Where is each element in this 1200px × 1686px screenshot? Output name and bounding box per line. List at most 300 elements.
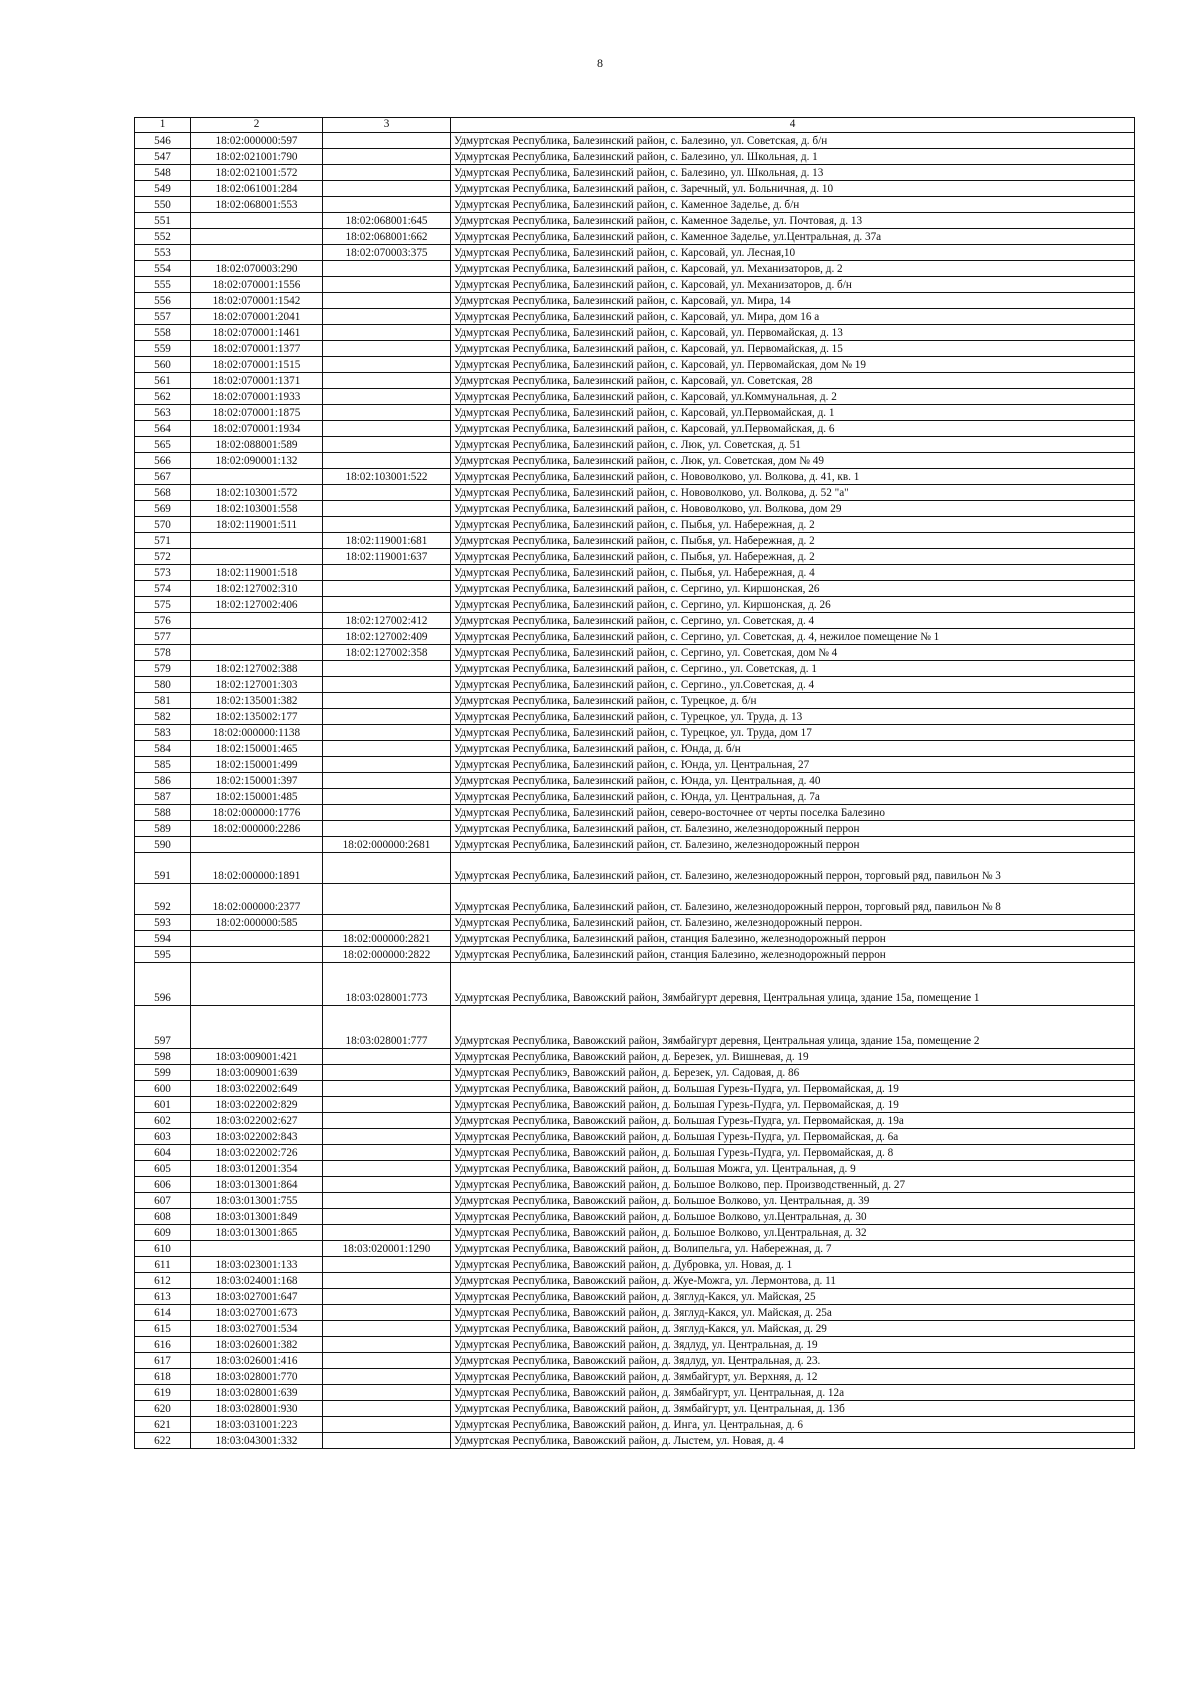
table-row (135, 533, 1135, 549)
cadastral-number-cell: 18:03:028001:930 (191, 1401, 323, 1417)
table-row (135, 931, 1135, 947)
row-number-cell: 591 (135, 853, 191, 884)
related-cadastral-number-cell (323, 1081, 451, 1097)
table-row (135, 1273, 1135, 1289)
column-header-1: 1 (135, 118, 191, 133)
table-row (135, 693, 1135, 709)
row-number-cell: 549 (135, 181, 191, 197)
related-cadastral-number-cell (323, 597, 451, 613)
cadastral-number-cell (191, 213, 323, 229)
table-row (135, 645, 1135, 661)
row-number-cell: 569 (135, 501, 191, 517)
address-cell: Удмуртская Республика, Балезинский район, с. Карсовай, ул. Мира, дом 16 а (451, 309, 1135, 325)
related-cadastral-number-cell (323, 165, 451, 181)
cadastral-number-cell: 18:02:150001:465 (191, 741, 323, 757)
cadastral-number-cell: 18:03:043001:332 (191, 1433, 323, 1449)
row-number-cell: 603 (135, 1129, 191, 1145)
related-cadastral-number-cell (323, 1353, 451, 1369)
row-number-cell: 622 (135, 1433, 191, 1449)
table-row (135, 1177, 1135, 1193)
address-cell: Удмуртская Республика, Балезинский район, ст. Балезино, железнодорожный перрон (451, 821, 1135, 837)
row-number-cell: 597 (135, 1006, 191, 1049)
table-row (135, 1433, 1135, 1449)
table-row (135, 501, 1135, 517)
table-row (135, 709, 1135, 725)
cadastral-number-cell (191, 229, 323, 245)
cadastral-number-cell: 18:03:026001:382 (191, 1337, 323, 1353)
address-cell: Удмуртская Республика, Балезинский район, с. Каменное Заделье, ул. Почтовая, д. 13 (451, 213, 1135, 229)
cadastral-number-cell (191, 645, 323, 661)
table-row (135, 357, 1135, 373)
related-cadastral-number-cell: 18:02:127002:412 (323, 613, 451, 629)
table-row (135, 1241, 1135, 1257)
address-cell: Удмуртская Республика, Балезинский район, с. Карсовай, ул. Лесная,10 (451, 245, 1135, 261)
table-row (135, 1049, 1135, 1065)
cadastral-number-cell: 18:02:021001:790 (191, 149, 323, 165)
table-row (135, 837, 1135, 853)
table-row (135, 1225, 1135, 1241)
address-cell: Удмуртская Республика, Балезинский район, ст. Балезино, железнодорожный перрон, торговый ряд, павильон № 3 (451, 853, 1135, 884)
table-row (135, 1145, 1135, 1161)
related-cadastral-number-cell (323, 773, 451, 789)
related-cadastral-number-cell (323, 309, 451, 325)
address-cell: Удмуртская Республика, Балезинский район, с. Пыбья, ул. Набережная, д. 2 (451, 549, 1135, 565)
cadastral-number-cell: 18:02:068001:553 (191, 197, 323, 213)
related-cadastral-number-cell: 18:02:000000:2822 (323, 947, 451, 963)
table-row (135, 963, 1135, 1006)
table-body (135, 133, 1135, 1449)
row-number-cell: 548 (135, 165, 191, 181)
related-cadastral-number-cell (323, 1049, 451, 1065)
cadastral-number-cell: 18:03:022002:726 (191, 1145, 323, 1161)
row-number-cell: 575 (135, 597, 191, 613)
address-cell: Удмуртская Республикэ, Вавожский район, д. Березек, ул. Садовая, д. 86 (451, 1065, 1135, 1081)
row-number-cell: 564 (135, 421, 191, 437)
address-cell: Удмуртская Республика, Балезинский район, северо-восточнее от черты поселка Балезино (451, 805, 1135, 821)
table-row (135, 741, 1135, 757)
table-row (135, 915, 1135, 931)
cadastral-number-cell: 18:03:013001:864 (191, 1177, 323, 1193)
address-cell: Удмуртская Республика, Балезинский район, с. Заречный, ул. Больничная, д. 10 (451, 181, 1135, 197)
cadastral-number-cell: 18:03:026001:416 (191, 1353, 323, 1369)
related-cadastral-number-cell (323, 405, 451, 421)
row-number-cell: 621 (135, 1417, 191, 1433)
row-number-cell: 568 (135, 485, 191, 501)
related-cadastral-number-cell: 18:02:000000:2821 (323, 931, 451, 947)
address-cell: Удмуртская Республика, Балезинский район, с. Люк, ул. Советская, дом № 49 (451, 453, 1135, 469)
cadastral-number-cell: 18:02:088001:589 (191, 437, 323, 453)
row-number-cell: 600 (135, 1081, 191, 1097)
related-cadastral-number-cell (323, 133, 451, 149)
related-cadastral-number-cell (323, 1385, 451, 1401)
address-cell: Удмуртская Республика, Вавожский район, д. Зядлуд, ул. Центральная, д. 19 (451, 1337, 1135, 1353)
address-cell: Удмуртская Республика, Балезинский район, с. Сергино, ул. Киршонская, д. 26 (451, 597, 1135, 613)
row-number-cell: 602 (135, 1113, 191, 1129)
row-number-cell: 572 (135, 549, 191, 565)
related-cadastral-number-cell (323, 1145, 451, 1161)
cadastral-number-cell: 18:03:023001:133 (191, 1257, 323, 1273)
address-cell: Удмуртская Республика, Вавожский район, д. Большая Гурезь-Пудга, ул. Первомайская, д. 6а (451, 1129, 1135, 1145)
address-cell: Удмуртская Республика, Балезинский район, с. Карсовай, ул.Коммунальная, д. 2 (451, 389, 1135, 405)
table-row (135, 805, 1135, 821)
row-number-cell: 566 (135, 453, 191, 469)
address-cell: Удмуртская Республика, Вавожский район, д. Большая Гурезь-Пудга, ул. Первомайская, д. 19 (451, 1097, 1135, 1113)
related-cadastral-number-cell (323, 565, 451, 581)
related-cadastral-number-cell (323, 1305, 451, 1321)
cadastral-number-cell: 18:02:127001:303 (191, 677, 323, 693)
related-cadastral-number-cell (323, 677, 451, 693)
table-row (135, 597, 1135, 613)
address-cell: Удмуртская Республика, Вавожский район, д. Большое Волково, ул. Центральная, д. 39 (451, 1193, 1135, 1209)
row-number-cell: 590 (135, 837, 191, 853)
cadastral-number-cell: 18:02:135002:177 (191, 709, 323, 725)
table-row (135, 1081, 1135, 1097)
row-number-cell: 612 (135, 1273, 191, 1289)
cadastral-number-cell: 18:02:070001:2041 (191, 309, 323, 325)
table-row (135, 565, 1135, 581)
table-row (135, 405, 1135, 421)
table-row (135, 469, 1135, 485)
cadastral-number-cell: 18:02:000000:2286 (191, 821, 323, 837)
address-cell: Удмуртская Республика, Балезинский район, с. Нововолково, ул. Волкова, д. 52 "а" (451, 485, 1135, 501)
table-row (135, 789, 1135, 805)
property-register-table (134, 117, 1135, 1449)
related-cadastral-number-cell: 18:03:028001:773 (323, 963, 451, 1006)
table-row (135, 1417, 1135, 1433)
cadastral-number-cell: 18:03:024001:168 (191, 1273, 323, 1289)
address-cell: Удмуртская Республика, Балезинский район, с. Балезино, ул. Школьная, д. 13 (451, 165, 1135, 181)
row-number-cell: 559 (135, 341, 191, 357)
row-number-cell: 588 (135, 805, 191, 821)
table-row (135, 853, 1135, 884)
row-number-cell: 589 (135, 821, 191, 837)
table-row (135, 1369, 1135, 1385)
row-number-cell: 599 (135, 1065, 191, 1081)
cadastral-number-cell: 18:02:070001:1461 (191, 325, 323, 341)
address-cell: Удмуртская Республика, Балезинский район, с. Карсовай, ул. Мира, 14 (451, 293, 1135, 309)
related-cadastral-number-cell (323, 1177, 451, 1193)
address-cell: Удмуртская Республика, Балезинский район, с. Карсовай, ул.Первомайская, д. 1 (451, 405, 1135, 421)
address-cell: Удмуртская Республика, Вавожский район, д. Большая Гурезь-Пудга, ул. Первомайская, д. 19а (451, 1113, 1135, 1129)
related-cadastral-number-cell (323, 517, 451, 533)
related-cadastral-number-cell: 18:02:000000:2681 (323, 837, 451, 853)
address-cell: Удмуртская Республика, Вавожский район, д. Зямбайгурт, ул. Центральная, д. 12а (451, 1385, 1135, 1401)
cadastral-number-cell: 18:03:022002:843 (191, 1129, 323, 1145)
related-cadastral-number-cell (323, 293, 451, 309)
row-number-cell: 604 (135, 1145, 191, 1161)
cadastral-number-cell: 18:03:027001:673 (191, 1305, 323, 1321)
table-row (135, 149, 1135, 165)
cadastral-number-cell: 18:02:090001:132 (191, 453, 323, 469)
related-cadastral-number-cell (323, 709, 451, 725)
related-cadastral-number-cell (323, 277, 451, 293)
table-row (135, 165, 1135, 181)
address-cell: Удмуртская Республика, Балезинский район, с. Пыбья, ул. Набережная, д. 2 (451, 517, 1135, 533)
related-cadastral-number-cell (323, 1209, 451, 1225)
row-number-cell: 578 (135, 645, 191, 661)
row-number-cell: 565 (135, 437, 191, 453)
row-number-cell: 617 (135, 1353, 191, 1369)
row-number-cell: 585 (135, 757, 191, 773)
cadastral-number-cell: 18:03:009001:421 (191, 1049, 323, 1065)
address-cell: Удмуртская Республика, Балезинский район, ст. Балезино, железнодорожный перрон, торговый ряд, павильон № 8 (451, 884, 1135, 915)
address-cell: Удмуртская Республика, Балезинский район, с. Карсовай, ул. Первомайская, дом № 19 (451, 357, 1135, 373)
table-row (135, 341, 1135, 357)
row-number-cell: 615 (135, 1321, 191, 1337)
row-number-cell: 605 (135, 1161, 191, 1177)
table-row (135, 517, 1135, 533)
related-cadastral-number-cell (323, 741, 451, 757)
address-cell: Удмуртская Республика, Балезинский район, с. Турецкое, ул. Труда, дом 17 (451, 725, 1135, 741)
cadastral-number-cell: 18:02:127002:406 (191, 597, 323, 613)
related-cadastral-number-cell (323, 853, 451, 884)
table-row (135, 389, 1135, 405)
related-cadastral-number-cell (323, 1225, 451, 1241)
row-number-cell: 557 (135, 309, 191, 325)
row-number-cell: 596 (135, 963, 191, 1006)
cadastral-number-cell: 18:02:070001:1542 (191, 293, 323, 309)
table-row (135, 309, 1135, 325)
address-cell: Удмуртская Республика, Вавожский район, д. Зяглуд-Какся, ул. Майская, 25 (451, 1289, 1135, 1305)
address-cell: Удмуртская Республика, Балезинский район, с. Балезино, ул. Советская, д. б/н (451, 133, 1135, 149)
row-number-cell: 595 (135, 947, 191, 963)
cadastral-number-cell: 18:02:150001:499 (191, 757, 323, 773)
address-cell: Удмуртская Республика, Вавожский район, Зямбайгурт деревня, Центральная улица, здание 15а, помещение 1 (451, 963, 1135, 1006)
related-cadastral-number-cell (323, 1273, 451, 1289)
cadastral-number-cell: 18:02:127002:388 (191, 661, 323, 677)
address-cell: Удмуртская Республика, Балезинский район, с. Пыбья, ул. Набережная, д. 2 (451, 533, 1135, 549)
table-row (135, 1353, 1135, 1369)
related-cadastral-number-cell: 18:02:068001:645 (323, 213, 451, 229)
table-row (135, 1289, 1135, 1305)
table-row (135, 1006, 1135, 1049)
address-cell: Удмуртская Республика, Балезинский район, с. Юнда, ул. Центральная, 27 (451, 757, 1135, 773)
related-cadastral-number-cell: 18:02:119001:681 (323, 533, 451, 549)
table-row (135, 661, 1135, 677)
table-row (135, 884, 1135, 915)
address-cell: Удмуртская Республика, Балезинский район, с. Сергино., ул.Советская, д. 4 (451, 677, 1135, 693)
address-cell: Удмуртская Республика, Балезинский район, ст. Балезино, железнодорожный перрон (451, 837, 1135, 853)
row-number-cell: 581 (135, 693, 191, 709)
column-header-4: 4 (451, 118, 1135, 133)
cadastral-number-cell: 18:02:070001:1875 (191, 405, 323, 421)
related-cadastral-number-cell (323, 1433, 451, 1449)
row-number-cell: 609 (135, 1225, 191, 1241)
address-cell: Удмуртская Республика, Вавожский район, д. Большое Волково, пер. Производственный, д. 27 (451, 1177, 1135, 1193)
address-cell: Удмуртская Республика, Балезинский район, с. Карсовай, ул. Советская, 28 (451, 373, 1135, 389)
related-cadastral-number-cell (323, 805, 451, 821)
related-cadastral-number-cell: 18:03:020001:1290 (323, 1241, 451, 1257)
related-cadastral-number-cell (323, 1097, 451, 1113)
related-cadastral-number-cell: 18:02:119001:637 (323, 549, 451, 565)
address-cell: Удмуртская Республика, Вавожский район, д. Зядлуд, ул. Центральная, д. 23. (451, 1353, 1135, 1369)
table-row (135, 1129, 1135, 1145)
row-number-cell: 574 (135, 581, 191, 597)
related-cadastral-number-cell (323, 389, 451, 405)
cadastral-number-cell: 18:02:103001:572 (191, 485, 323, 501)
table-row (135, 821, 1135, 837)
row-number-cell: 570 (135, 517, 191, 533)
cadastral-number-cell: 18:02:070001:1933 (191, 389, 323, 405)
table-row (135, 1337, 1135, 1353)
row-number-cell: 606 (135, 1177, 191, 1193)
row-number-cell: 601 (135, 1097, 191, 1113)
related-cadastral-number-cell: 18:02:127002:358 (323, 645, 451, 661)
row-number-cell: 567 (135, 469, 191, 485)
table-row (135, 1113, 1135, 1129)
row-number-cell: 571 (135, 533, 191, 549)
row-number-cell: 560 (135, 357, 191, 373)
related-cadastral-number-cell (323, 181, 451, 197)
address-cell: Удмуртская Республика, Балезинский район, с. Юнда, д. б/н (451, 741, 1135, 757)
address-cell: Удмуртская Республика, Вавожский район, д. Большое Волково, ул.Центральная, д. 30 (451, 1209, 1135, 1225)
row-number-cell: 584 (135, 741, 191, 757)
table-row (135, 581, 1135, 597)
address-cell: Удмуртская Республика, Вавожский район, д. Большое Волково, ул.Центральная, д. 32 (451, 1225, 1135, 1241)
table-row (135, 197, 1135, 213)
cadastral-number-cell: 18:03:022002:829 (191, 1097, 323, 1113)
related-cadastral-number-cell (323, 485, 451, 501)
table-row (135, 277, 1135, 293)
cadastral-number-cell: 18:02:000000:2377 (191, 884, 323, 915)
related-cadastral-number-cell (323, 1113, 451, 1129)
address-cell: Удмуртская Республика, Балезинский район, ст. Балезино, железнодорожный перрон. (451, 915, 1135, 931)
address-cell: Удмуртская Республика, Балезинский район, с. Сергино, ул. Советская, дом № 4 (451, 645, 1135, 661)
row-number-cell: 593 (135, 915, 191, 931)
table-row (135, 421, 1135, 437)
related-cadastral-number-cell: 18:02:127002:409 (323, 629, 451, 645)
related-cadastral-number-cell (323, 1321, 451, 1337)
address-cell: Удмуртская Республика, Вавожский район, д. Зяглуд-Какся, ул. Майская, д. 29 (451, 1321, 1135, 1337)
row-number-cell: 619 (135, 1385, 191, 1401)
related-cadastral-number-cell (323, 821, 451, 837)
related-cadastral-number-cell (323, 1369, 451, 1385)
address-cell: Удмуртская Республика, Балезинский район, станция Балезино, железнодорожный перрон (451, 931, 1135, 947)
related-cadastral-number-cell (323, 357, 451, 373)
address-cell: Удмуртская Республика, Вавожский район, д. Березек, ул. Вишневая, д. 19 (451, 1049, 1135, 1065)
row-number-cell: 610 (135, 1241, 191, 1257)
row-number-cell: 582 (135, 709, 191, 725)
related-cadastral-number-cell (323, 1337, 451, 1353)
address-cell: Удмуртская Республика, Балезинский район, с. Каменное Заделье, д. б/н (451, 197, 1135, 213)
cadastral-number-cell: 18:02:000000:597 (191, 133, 323, 149)
table-row (135, 485, 1135, 501)
cadastral-number-cell: 18:02:070001:1515 (191, 357, 323, 373)
row-number-cell: 580 (135, 677, 191, 693)
table-row (135, 229, 1135, 245)
row-number-cell: 583 (135, 725, 191, 741)
table-row (135, 1209, 1135, 1225)
cadastral-number-cell (191, 931, 323, 947)
address-cell: Удмуртская Республика, Балезинский район, с. Сергино, ул. Киршонская, 26 (451, 581, 1135, 597)
table-row (135, 453, 1135, 469)
address-cell: Удмуртская Республика, Балезинский район, с. Карсовай, ул. Первомайская, д. 15 (451, 341, 1135, 357)
row-number-cell: 579 (135, 661, 191, 677)
cadastral-number-cell: 18:02:021001:572 (191, 165, 323, 181)
address-cell: Удмуртская Республика, Вавожский район, д. Лыстем, ул. Новая, д. 4 (451, 1433, 1135, 1449)
row-number-cell: 616 (135, 1337, 191, 1353)
page-number: 8 (597, 56, 603, 70)
cadastral-number-cell: 18:03:031001:223 (191, 1417, 323, 1433)
table-row (135, 1257, 1135, 1273)
row-number-cell: 614 (135, 1305, 191, 1321)
row-number-cell: 587 (135, 789, 191, 805)
cadastral-number-cell: 18:03:028001:770 (191, 1369, 323, 1385)
row-number-cell: 551 (135, 213, 191, 229)
table-row (135, 1321, 1135, 1337)
table-row (135, 1385, 1135, 1401)
address-cell: Удмуртская Республика, Вавожский район, д. Дубровка, ул. Новая, д. 1 (451, 1257, 1135, 1273)
row-number-cell: 611 (135, 1257, 191, 1273)
cadastral-number-cell: 18:02:070001:1556 (191, 277, 323, 293)
cadastral-number-cell: 18:02:150001:397 (191, 773, 323, 789)
row-number-cell: 561 (135, 373, 191, 389)
cadastral-number-cell (191, 629, 323, 645)
address-cell: Удмуртская Республика, Балезинский район, с. Турецкое, ул. Труда, д. 13 (451, 709, 1135, 725)
table-row (135, 549, 1135, 565)
row-number-cell: 618 (135, 1369, 191, 1385)
table-row (135, 245, 1135, 261)
cadastral-number-cell: 18:02:000000:585 (191, 915, 323, 931)
related-cadastral-number-cell (323, 341, 451, 357)
related-cadastral-number-cell (323, 661, 451, 677)
row-number-cell: 546 (135, 133, 191, 149)
related-cadastral-number-cell (323, 693, 451, 709)
row-number-cell: 554 (135, 261, 191, 277)
row-number-cell: 577 (135, 629, 191, 645)
related-cadastral-number-cell (323, 1257, 451, 1273)
cadastral-number-cell: 18:02:150001:485 (191, 789, 323, 805)
row-number-cell: 608 (135, 1209, 191, 1225)
related-cadastral-number-cell (323, 437, 451, 453)
row-number-cell: 598 (135, 1049, 191, 1065)
address-cell: Удмуртская Республика, Балезинский район, с. Нововолково, ул. Волкова, д. 41, кв. 1 (451, 469, 1135, 485)
related-cadastral-number-cell (323, 1289, 451, 1305)
row-number-cell: 594 (135, 931, 191, 947)
address-cell: Удмуртская Республика, Вавожский район, д. Большая Гурезь-Пудга, ул. Первомайская, д. 19 (451, 1081, 1135, 1097)
related-cadastral-number-cell (323, 149, 451, 165)
column-header-2: 2 (191, 118, 323, 133)
table-row (135, 1305, 1135, 1321)
cadastral-number-cell (191, 245, 323, 261)
address-cell: Удмуртская Республика, Балезинский район, с. Сергино., ул. Советская, д. 1 (451, 661, 1135, 677)
address-cell: Удмуртская Республика, Вавожский район, д. Жуе-Можга, ул. Лермонтова, д. 11 (451, 1273, 1135, 1289)
related-cadastral-number-cell (323, 421, 451, 437)
table-row (135, 773, 1135, 789)
cadastral-number-cell: 18:03:028001:639 (191, 1385, 323, 1401)
table-row (135, 629, 1135, 645)
related-cadastral-number-cell: 18:02:103001:522 (323, 469, 451, 485)
cadastral-number-cell: 18:03:013001:849 (191, 1209, 323, 1225)
cadastral-number-cell: 18:02:070001:1377 (191, 341, 323, 357)
related-cadastral-number-cell (323, 757, 451, 773)
row-number-cell: 558 (135, 325, 191, 341)
related-cadastral-number-cell (323, 453, 451, 469)
address-cell: Удмуртская Республика, Вавожский район, д. Большая Гурезь-Пудга, ул. Первомайская, д. 8 (451, 1145, 1135, 1161)
address-cell: Удмуртская Республика, Балезинский район, с. Каменное Заделье, ул.Центральная, д. 37а (451, 229, 1135, 245)
row-number-cell: 550 (135, 197, 191, 213)
cadastral-number-cell: 18:02:000000:1138 (191, 725, 323, 741)
address-cell: Удмуртская Республика, Вавожский район, д. Большая Можга, ул. Центральная, д. 9 (451, 1161, 1135, 1177)
table-row (135, 1401, 1135, 1417)
related-cadastral-number-cell (323, 1065, 451, 1081)
table-row (135, 1193, 1135, 1209)
related-cadastral-number-cell: 18:02:070003:375 (323, 245, 451, 261)
address-cell: Удмуртская Республика, Балезинский район, с. Балезино, ул. Школьная, д. 1 (451, 149, 1135, 165)
address-cell: Удмуртская Республика, Вавожский район, Зямбайгурт деревня, Центральная улица, здание 15а, помещение 2 (451, 1006, 1135, 1049)
address-cell: Удмуртская Республика, Балезинский район, с. Пыбья, ул. Набережная, д. 4 (451, 565, 1135, 581)
row-number-cell: 576 (135, 613, 191, 629)
